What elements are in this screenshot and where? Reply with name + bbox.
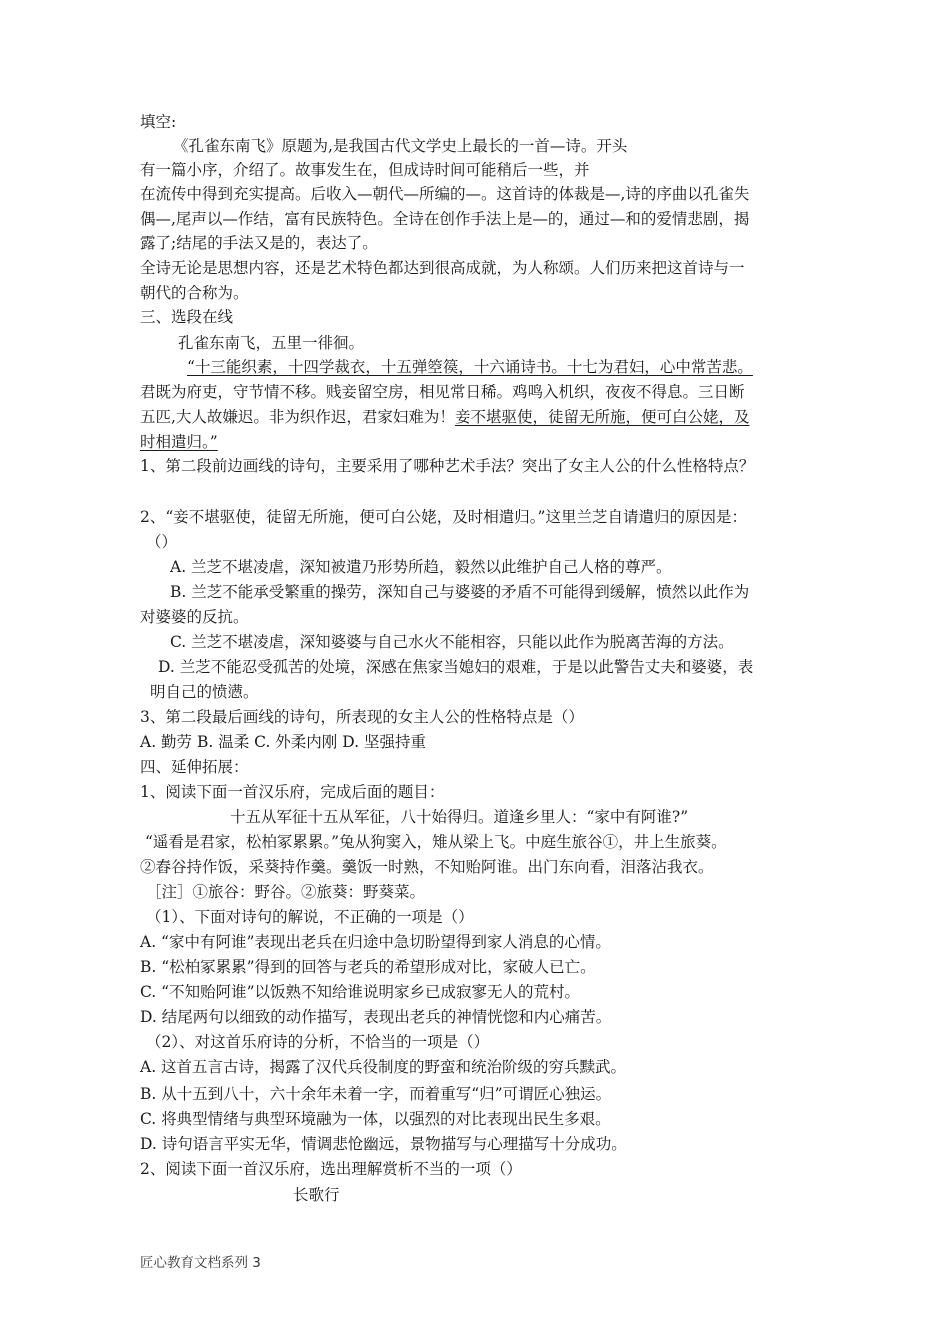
poem-line: 君既为府吏，守节情不移。贱妾留空房，相见常日稀。鸡鸣入机织，夜夜不得息。三日断	[140, 383, 745, 401]
option-c: C. 将典型情绪与典型环境融为一体，以强烈的对比表现出民生多艰。	[140, 1110, 611, 1128]
paragraph-line: 朝代的合称为。	[140, 284, 249, 302]
option-a: A. 兰芝不堪凌虐，深知被遣乃形势所趋，毅然以此维护自己人格的尊严。	[170, 558, 672, 576]
poem-text: 五匹,大人故嫌迟。非为织作迟，君家妇难为！	[140, 408, 455, 426]
option-d: D. 诗句语言平实无华，情调悲怆幽远，景物描写与心理描写十分成功。	[140, 1135, 627, 1153]
poem-line: 十五从军征十五从军征，八十始得归。道逢乡里人：“家中有阿谁?”	[230, 808, 689, 826]
section-heading-4: 四、延伸拓展：	[140, 758, 249, 776]
page-footer: 匠心教育文档系列 3	[140, 1255, 261, 1271]
option-d: D. 结尾两句以细致的动作描写，表现出老兵的神情恍惚和内心痛苦。	[140, 1008, 612, 1026]
paragraph-line: 有一篇小序，介绍了。故事发生在，但成诗时间可能稍后一些，并	[140, 161, 590, 179]
sub-question-2: （2）、对这首乐府诗的分析，不恰当的一项是（）	[146, 1033, 490, 1051]
question-3-options: A. 勤劳 B. 温柔 C. 外柔内刚 D. 坚强持重	[140, 733, 426, 751]
paragraph-line: 露了;结尾的手法又是的，表达了。	[140, 234, 378, 252]
poem-title: 长歌行	[293, 1186, 340, 1204]
question-2: 2、“妾不堪驱使，徒留无所施，便可白公姥，及时相遣归。”这里兰芝自请遣归的原因是：	[140, 508, 747, 526]
paragraph-line: 在流传中得到充实提高。后收入—朝代—所编的—。这首诗的体裁是—,诗的序曲以孔雀失	[140, 185, 750, 203]
poem-notes: ［注］①旅谷：野谷。②旅葵：野葵菜。	[146, 883, 426, 901]
question-2-bracket: （）	[146, 533, 178, 551]
question-1: 1、第二段前边画线的诗句，主要采用了哪种艺术手法？突出了女主人公的什么性格特点？	[140, 457, 755, 475]
option-a: A. “家中有阿谁”表现出老兵在归途中急切盼望得到家人消息的心情。	[140, 933, 611, 951]
option-b: B. 从十五到八十，六十余年未着一字，而着重写“归”可谓匠心独运。	[140, 1085, 612, 1103]
poem-line-underlined: “十三能织素，十四学裁衣，十五弹箜篌，十六诵诗书。十七为君妇，心中常苦悲。	[187, 358, 753, 376]
option-b: B. “松柏冢累累”得到的回答与老兵的希望形成对比，家破人已亡。	[140, 958, 596, 976]
fill-blank-heading: 填空:	[140, 113, 177, 131]
sub-question-1: （1）、下面对诗句的解说，不正确的一项是（）	[146, 908, 474, 926]
option-b: B. 兰芝不能承受繁重的操劳，深知自己与婆婆的矛盾不可能得到缓解，愤然以此作为	[170, 583, 750, 601]
option-c: C. 兰芝不堪凌虐，深知婆婆与自己水火不能相容，只能以此作为脱离苦海的方法。	[170, 633, 734, 651]
option-c: C. “不知贻阿谁”以饭熟不知给谁说明家乡已成寂寥无人的荒村。	[140, 983, 581, 1001]
paragraph-line: 偶—,尾声以—作结，富有民族特色。全诗在创作手法上是—的，通过—和的爱情悲剧，揭	[140, 210, 750, 228]
poem-line: ②舂谷持作饭，采葵持作羹。羹饭一时熟，不知贻阿谁。出门东向看，泪落沾我衣。	[140, 858, 714, 876]
option-d-cont: 明自己的愤懑。	[150, 683, 259, 701]
poem-line: “遥看是君家，松柏冢累累。”兔从狗窦入，雉从梁上飞。中庭生旅谷①，井上生旅葵。	[145, 833, 727, 851]
task-1: 1、阅读下面一首汉乐府，完成后面的题目：	[140, 783, 445, 801]
poem-line: 孔雀东南飞，五里一徘徊。	[178, 334, 365, 352]
option-a: A. 这首五言古诗，揭露了汉代兵役制度的野蛮和统治阶级的穷兵黩武。	[140, 1058, 627, 1076]
task-2: 2、阅读下面一首汉乐府，选出理解赏析不当的一项（）	[140, 1160, 522, 1178]
paragraph-line: 全诗无论是思想内容，还是艺术特色都达到很高成就，为人称颂。人们历来把这首诗与一	[140, 259, 745, 277]
poem-text-underlined: 妾不堪驱使，徒留无所施，便可白公姥，及	[454, 408, 750, 426]
paragraph-line: 《孔雀东南飞》原题为,是我国古代文学史上最长的一首—诗。开头	[173, 137, 628, 155]
poem-line	[140, 405, 840, 429]
question-3: 3、第二段最后画线的诗句，所表现的女主人公的性格特点是（）	[140, 708, 584, 726]
option-b-cont: 对婆婆的反抗。	[140, 608, 249, 626]
option-d: D. 兰芝不能忍受孤苦的处境，深感在焦家当媳妇的艰难，于是以此警告丈夫和婆婆，表	[158, 658, 754, 676]
section-heading-3: 三、选段在线	[140, 308, 234, 326]
poem-line-underlined: 时相遣归。”	[140, 433, 218, 451]
